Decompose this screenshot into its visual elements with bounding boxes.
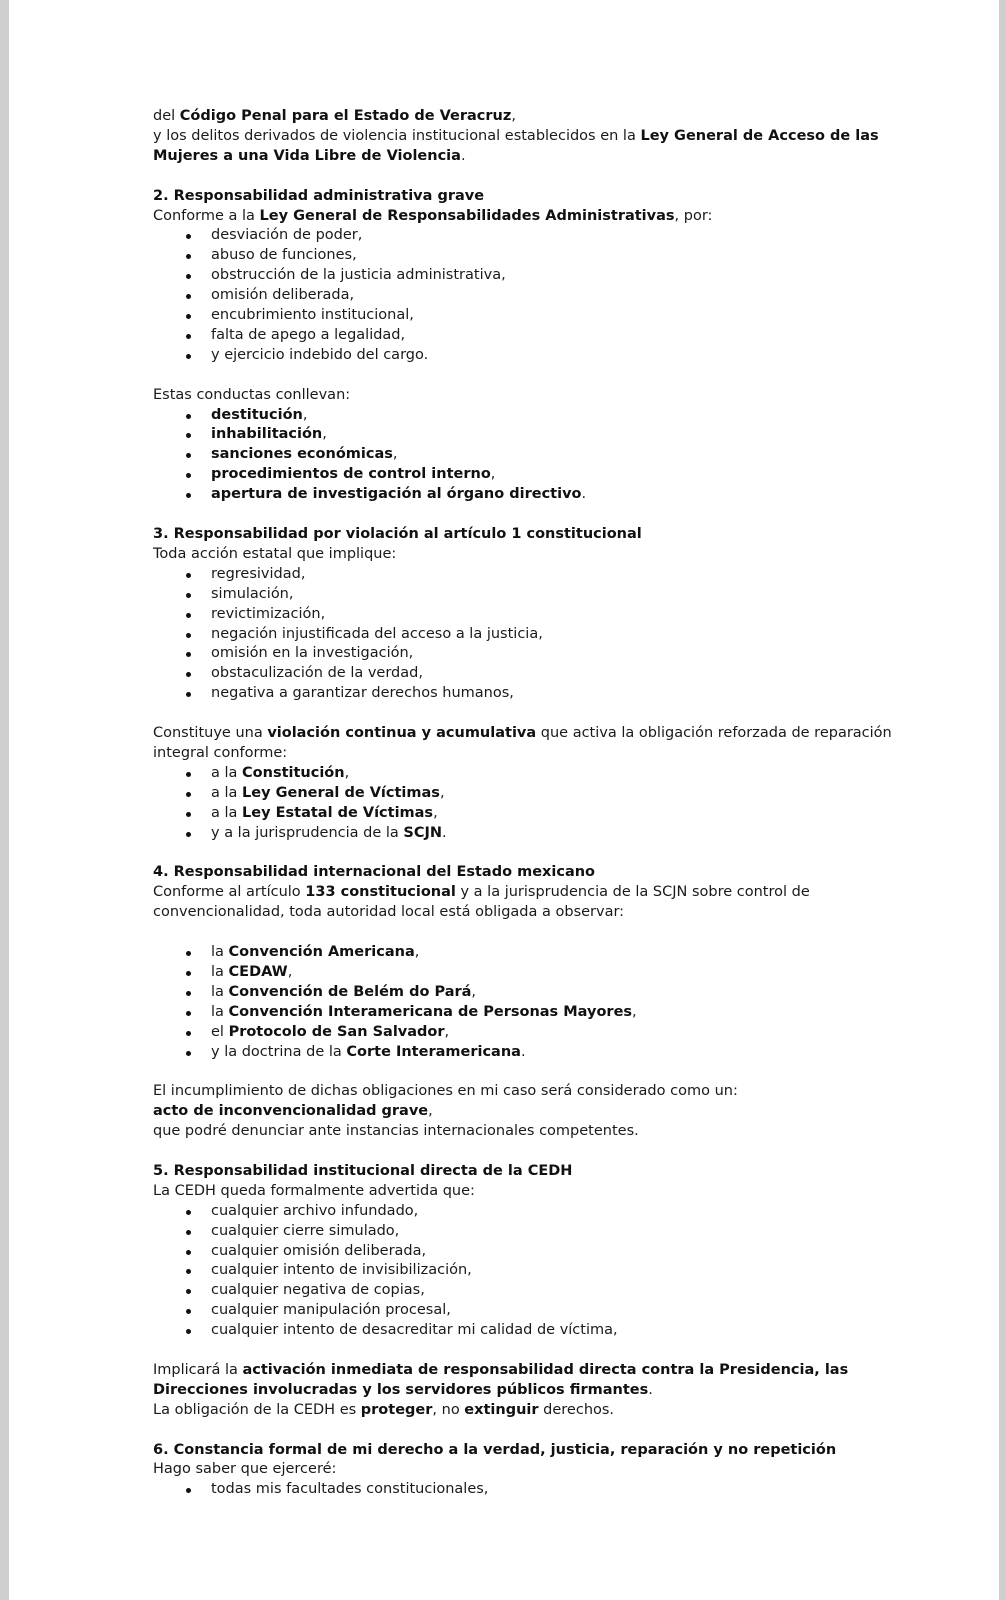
list-item: abuso de funciones, — [153, 246, 893, 266]
list-item: la Convención de Belém do Pará, — [153, 983, 893, 1003]
list-item: omisión en la investigación, — [153, 644, 893, 664]
list-item: y la doctrina de la Corte Interamericana. — [153, 1043, 893, 1063]
section-4 — [153, 863, 893, 1142]
section-3-title: 3. Responsabilidad por violación al artículo 1 constitucional — [153, 525, 642, 542]
section-5-paragraph-2: Implicará la activación inmediata de responsabilidad directa contra la Presidencia, las Direcciones involucradas y los servidores públicos firmantes. — [153, 1361, 849, 1398]
list-item: cualquier omisión deliberada, — [153, 1242, 893, 1262]
list-item: y ejercicio indebido del cargo. — [153, 346, 893, 366]
section-2-list — [153, 226, 893, 365]
section-6-paragraph: Hago saber que ejerceré: — [153, 1461, 337, 1478]
list-item: el Protocolo de San Salvador, — [153, 1023, 893, 1043]
list-item: cualquier negativa de copias, — [153, 1281, 893, 1301]
section-2-paragraph: Conforme a la Ley General de Responsabilidades Administrativas, por: — [153, 207, 713, 224]
list-item: regresividad, — [153, 565, 893, 585]
list-item: negativa a garantizar derechos humanos, — [153, 684, 893, 704]
section-2-title: 2. Responsabilidad administrativa grave — [153, 187, 485, 204]
list-item: sanciones económicas, — [153, 445, 893, 465]
list-item: inhabilitación, — [153, 425, 893, 445]
section-5 — [153, 1162, 893, 1421]
list-item: destitución, — [153, 406, 893, 426]
list-item: cualquier intento de desacreditar mi calidad de víctima, — [153, 1321, 893, 1341]
section-4-paragraph: Conforme al artículo 133 constitucional y a la jurisprudencia de la SCJN sobre control de convencionalidad, toda autoridad local está obligada a observar: — [153, 884, 810, 921]
intro-line-2: y los delitos derivados de violencia institucional establecidos en la Ley General de Acceso de las Mujeres a una Vida Libre de Violencia. — [153, 127, 879, 164]
list-item: omisión deliberada, — [153, 286, 893, 306]
section-6-title: 6. Constancia formal de mi derecho a la verdad, justicia, reparación y no repetición — [153, 1441, 837, 1458]
list-item: simulación, — [153, 585, 893, 605]
section-3-list-2 — [153, 764, 893, 844]
section-3-paragraph-2: Constituye una violación continua y acumulativa que activa la obligación reforzada de reparación integral conforme: — [153, 725, 892, 761]
section-2-consequences-list — [153, 406, 893, 506]
list-item: falta de apego a legalidad, — [153, 326, 893, 346]
section-4-list — [153, 943, 893, 1062]
section-4-paragraph-4: que podré denunciar ante instancias internacionales competentes. — [153, 1123, 639, 1140]
section-4-title: 4. Responsabilidad internacional del Estado mexicano — [153, 864, 596, 881]
section-5-paragraph: La CEDH queda formalmente advertida que: — [153, 1182, 475, 1199]
section-2 — [153, 187, 893, 505]
list-item: revictimización, — [153, 605, 893, 625]
section-3-paragraph: Toda acción estatal que implique: — [153, 545, 397, 562]
list-item: cualquier archivo infundado, — [153, 1202, 893, 1222]
section-4-paragraph-3: acto de inconvencionalidad grave, — [153, 1103, 433, 1120]
intro-block — [153, 107, 893, 167]
intro-line-1: del Código Penal para el Estado de Veracruz, — [153, 108, 516, 124]
section-3 — [153, 525, 893, 843]
list-item: la Convención Americana, — [153, 943, 893, 963]
list-item: desviación de poder, — [153, 226, 893, 246]
section-6-list — [153, 1480, 893, 1500]
section-3-list — [153, 565, 893, 704]
section-2-consequences-intro: Estas conductas conllevan: — [153, 386, 351, 403]
list-item: cualquier intento de invisibilización, — [153, 1261, 893, 1281]
list-item: cualquier cierre simulado, — [153, 1222, 893, 1242]
list-item: obstaculización de la verdad, — [153, 664, 893, 684]
list-item: negación injustificada del acceso a la justicia, — [153, 625, 893, 645]
section-5-title: 5. Responsabilidad institucional directa de la CEDH — [153, 1162, 573, 1179]
document-body — [153, 107, 893, 1500]
list-item: apertura de investigación al órgano directivo. — [153, 485, 893, 505]
list-item: cualquier manipulación procesal, — [153, 1301, 893, 1321]
list-item: procedimientos de control interno, — [153, 465, 893, 485]
section-4-paragraph-2: El incumplimiento de dichas obligaciones en mi caso será considerado como un: — [153, 1083, 738, 1100]
section-5-list — [153, 1202, 893, 1341]
list-item: la Convención Interamericana de Personas Mayores, — [153, 1003, 893, 1023]
list-item: y a la jurisprudencia de la SCJN. — [153, 824, 893, 844]
section-5-paragraph-3: La obligación de la CEDH es proteger, no extinguir derechos. — [153, 1401, 615, 1418]
list-item: todas mis facultades constitucionales, — [153, 1480, 893, 1500]
list-item: a la Constitución, — [153, 764, 893, 784]
section-6 — [153, 1441, 893, 1501]
list-item: a la Ley Estatal de Víctimas, — [153, 804, 893, 824]
document-page — [9, 0, 999, 1600]
list-item: a la Ley General de Víctimas, — [153, 784, 893, 804]
list-item: encubrimiento institucional, — [153, 306, 893, 326]
list-item: la CEDAW, — [153, 963, 893, 983]
list-item: obstrucción de la justicia administrativa, — [153, 266, 893, 286]
